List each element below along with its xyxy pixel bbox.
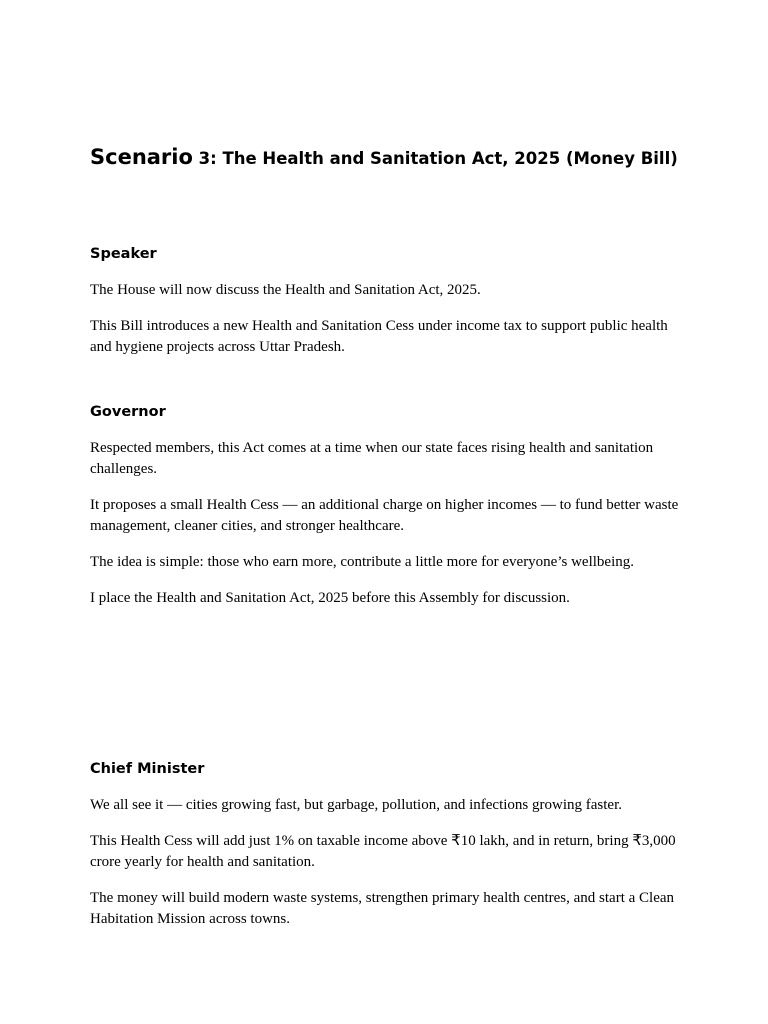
governor-heading: Governor: [90, 404, 166, 420]
title-lead: Scenario: [90, 145, 193, 169]
speaker-paragraph-1: The House will now discuss the Health and Sanitation Act, 2025.: [90, 282, 481, 298]
chief-minister-heading: Chief Minister: [90, 761, 205, 777]
governor-section: [90, 402, 685, 624]
speaker-paragraph-2: This Bill introduces a new Health and Sanitation Cess under income tax to support public health and hygiene projects across Uttar Pradesh.: [90, 318, 668, 355]
chief-minister-paragraph-3: The money will build modern waste systems, strengthen primary health centres, and start a Clean Habitation Mission across towns.: [90, 890, 675, 927]
speaker-heading: Speaker: [90, 246, 157, 262]
chief-minister-paragraph-2: This Health Cess will add just 1% on taxable income above ₹10 lakh, and in return, bring ₹3,000 crore yearly for health and sanitation.: [90, 833, 676, 870]
governor-paragraph-4: I place the Health and Sanitation Act, 2025 before this Assembly for discussion.: [90, 590, 570, 606]
chief-minister-paragraph-1: We all see it — cities growing fast, but garbage, pollution, and infections growing faster.: [90, 797, 622, 813]
speaker-section: [90, 244, 685, 373]
chief-minister-section: [90, 759, 685, 945]
title-rest: 3: The Health and Sanitation Act, 2025 (Money Bill): [192, 149, 678, 168]
governor-paragraph-3: The idea is simple: those who earn more, contribute a little more for everyone’s wellbeing.: [90, 554, 634, 570]
document-title: [90, 145, 690, 171]
governor-paragraph-2: It proposes a small Health Cess — an additional charge on higher incomes — to fund better waste management, cleaner cities, and stronger healthcare.: [90, 497, 679, 534]
governor-paragraph-1: Respected members, this Act comes at a time when our state faces rising health and sanitation challenges.: [90, 440, 654, 477]
